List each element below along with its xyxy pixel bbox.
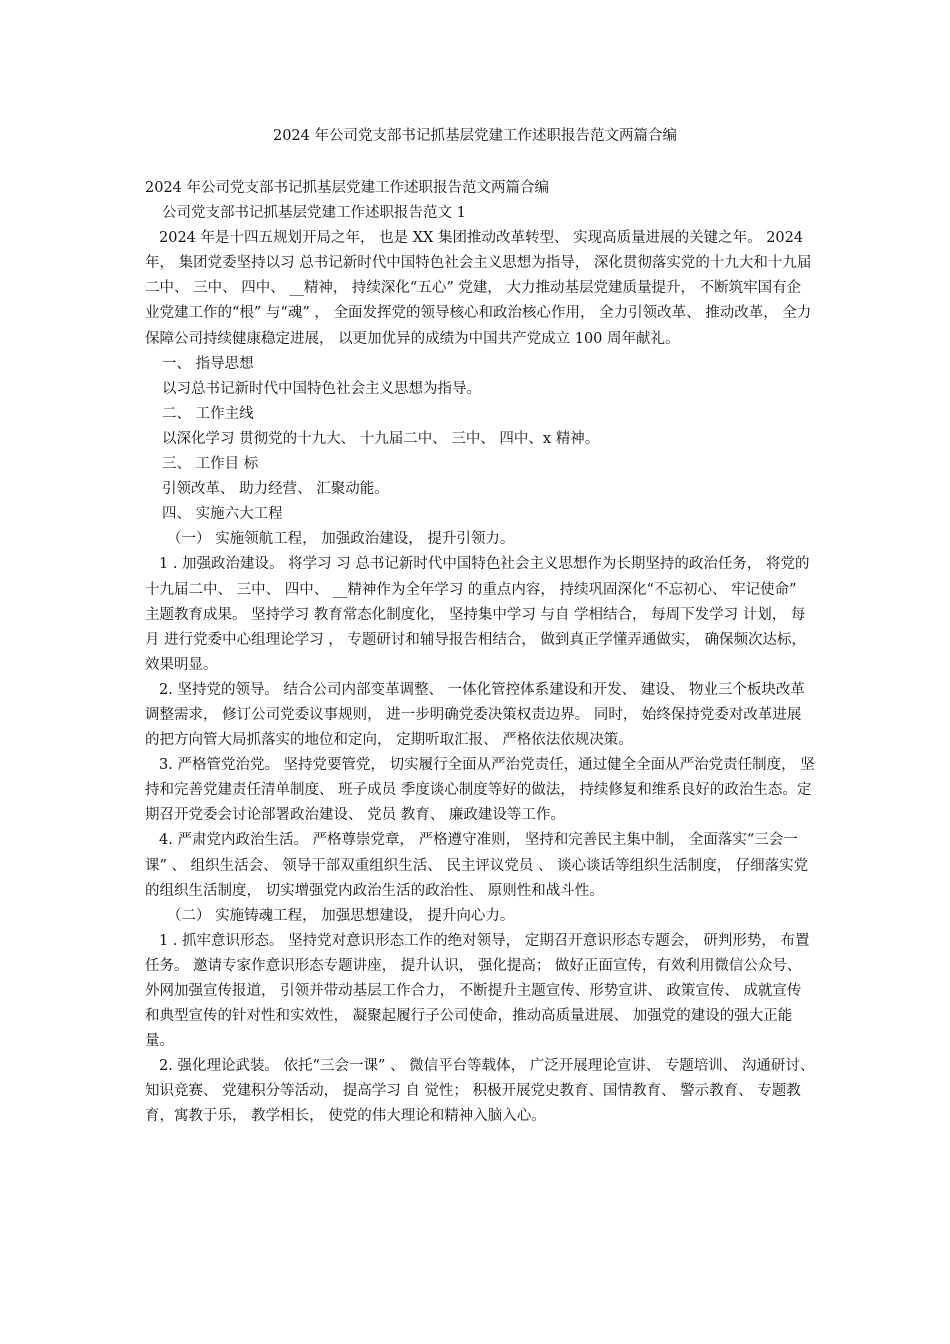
paragraph: 1 . 加强政治建设。 将学习 习 总书记新时代中国特色社会主义思想作为长期坚持的政治任务， 将党的十九届二中、 三中、 四中、 __精神作为全年学习 的重点内容， 持续巩固深化“不忘初心、 牢记使命” 主题教育成果。 坚持学习 教育常态化制度化， 坚持集中学习 与自 学相结合， 每周下发学习 计划， 每月 进行党委中心组理论学习 ， 专题研讨和辅导报告相结合， 做到真正学懂弄通做实， 确保频次达标， 效果明显。 [145,556,810,673]
paragraph: 3. 严格管党治党。 坚持党要管党， 切实履行全面从严治党责任，通过健全全面从严治党责任制度， 坚持和完善党建责任清单制度、 班子成员 季度谈心制度等好的做法， 持续修复和维系良好的政治生态。定期召开党委会讨论部署政治建设、 党员 教育、 廉政建设等工作。 [145,757,815,824]
paragraph: 2. 坚持党的领导。 结合公司内部变革调整、 一体化管控体系建设和开发、 建设、 物业三个板块改革调整需求， 修订公司党委议事规则， 进一步明确党委决策权责边界。 同时， 始终保持党委对改革进展的把方向管大局抓落实的地位和定向， 定期听取汇报、 严格依法依规决策。 [145,681,805,749]
section-heading: 一、 指导思想 [162,355,254,372]
section-heading: 二、 工作主线 [162,405,254,422]
paragraph: 2024 年公司党支部书记抓基层党建工作述职报告范文两篇合编 [145,180,550,196]
document-body [145,176,815,1130]
paragraph: 1 . 抓牢意识形态。 坚持党对意识形态工作的绝对领导， 定期召开意识形态专题会， 研判形势， 布置任务。 邀请专家作意识形态专题讲座， 提升认识， 强化提高； 做好正面宣传，有效利用微信公众号、 外网加强宣传报道， 引领并带动基层工作合力， 不断提升主题宣传、形势宣讲、 政策宣传、 成就宣传和典型宣传的针对性和实效性， 凝聚起履行子公司使命，推动高质量进展、 加强党的建设的强大正能量。 [145,932,810,1050]
paragraph: 4. 严肃党内政治生活。 严格尊崇党章， 严格遵守准则， 坚持和完善民主集中制， 全面落实“三会一课” 、 组织生活会、 领导干部双重组织生活、 民主评议党员 、 谈心谈话等组织生活制度， 仔细落实党的组织生活制度， 切实增强党内政治生活的政治性、 原则性和战斗性。 [145,832,809,899]
paragraph: 以深化学习 贯彻党的十九大、 十九届二中、 三中、 四中、x 精神。 [162,430,600,447]
paragraph: 公司党支部书记抓基层党建工作述职报告范文 1 [162,205,466,222]
document-title: 2024 年公司党支部书记抓基层党建工作述职报告范文两篇合编 [272,128,677,144]
paragraph: 引领改革、 助力经营、 汇聚动能。 [162,481,389,498]
section-heading: 三、 工作目 标 [162,456,259,473]
paragraph: 以习总书记新时代中国特色社会主义思想为指导。 [162,380,481,397]
paragraph: 2024 年是十四五规划开局之年， 也是 XX 集团推动改革转型、 实现高质量进展的关键之年。 2024 年， 集团党委坚持以习 总书记新时代中国特色社会主义思想为指导， 深化贯彻落实党的十九大和十九届二中、 三中、 四中、 __精神， 持续深化“五心” 党建， 大力推动基层党建质量提升， 不断筑牢国有企业党建工作的“根” 与“魂” ， 全面发挥党的领导核心和政治核心作用， 全力引领改革、 推动改革， 全力保障公司持续健康稳定进展， 以更加优异的成绩为中国共产党成立 100 周年献礼。 [145,230,812,347]
subsection-heading: （二） 实施铸魂工程， 加强思想建设， 提升向心力。 [167,907,515,924]
section-heading: 四、 实施六大工程 [162,506,283,523]
paragraph: 2. 强化理论武装。 依托“三会一课” 、 微信平台等载体， 广泛开展理论宣讲、 专题培训、 沟通研讨、 知识竞赛、 党建积分等活动， 提高学习 自 觉性； 积极开展党史教育、国情教育、 警示教育、 专题教育，寓教于乐， 教学相长， 使党的伟大理论和精神入脑入心。 [145,1058,815,1125]
subsection-heading: （一） 实施领航工程， 加强政治建设， 提升引领力。 [167,531,515,548]
